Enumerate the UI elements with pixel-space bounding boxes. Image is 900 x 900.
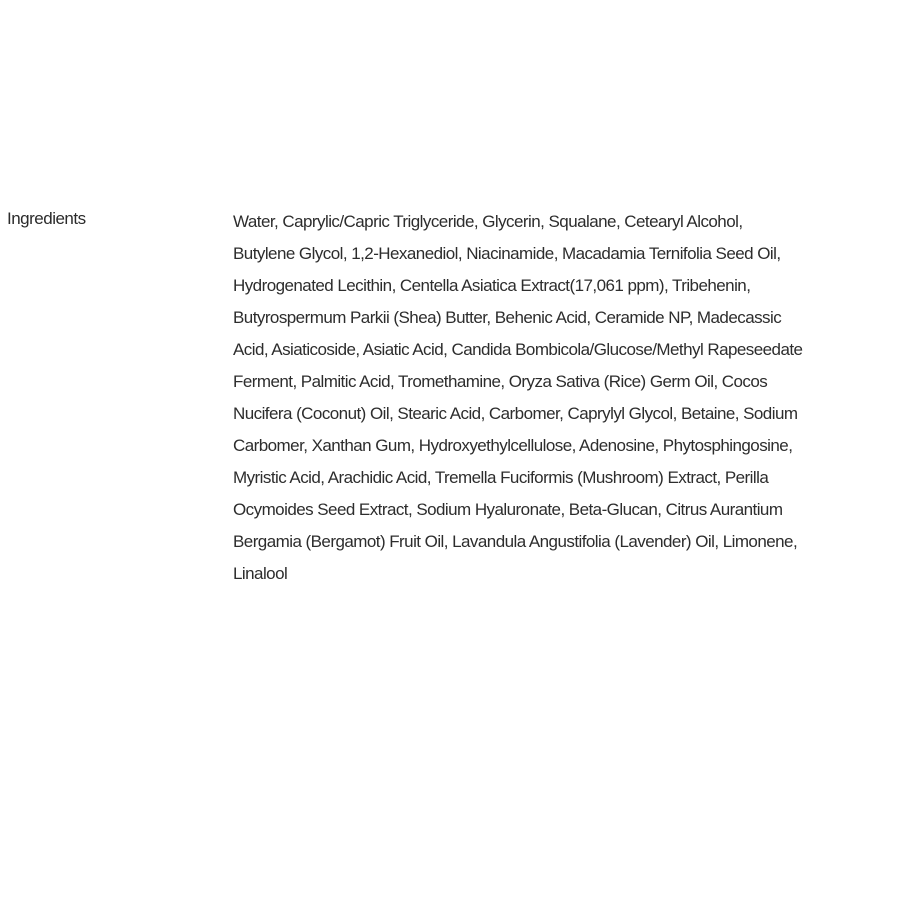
ingredients-line: Nucifera (Coconut) Oil, Stearic Acid, Carbomer, Caprylyl Glycol, Betaine, Sodium — [233, 404, 798, 423]
ingredients-label: Ingredients — [7, 209, 86, 228]
ingredients-line: Butylene Glycol, 1,2-Hexanediol, Niacinamide, Macadamia Ternifolia Seed Oil, — [233, 244, 781, 263]
ingredients-line: Ferment, Palmitic Acid, Tromethamine, Oryza Sativa (Rice) Germ Oil, Cocos — [233, 372, 768, 391]
ingredients-line: Butyrospermum Parkii (Shea) Butter, Behenic Acid, Ceramide NP, Madecassic — [233, 308, 782, 327]
ingredients-line: Linalool — [233, 564, 288, 583]
ingredients-line: Bergamia (Bergamot) Fruit Oil, Lavandula Angustifolia (Lavender) Oil, Limonene, — [233, 532, 798, 551]
ingredients-line: Acid, Asiaticoside, Asiatic Acid, Candida Bombicola/Glucose/Methyl Rapeseedate — [233, 340, 803, 359]
ingredients-line: Ocymoides Seed Extract, Sodium Hyaluronate, Beta-Glucan, Citrus Aurantium — [233, 500, 783, 519]
ingredients-line: Myristic Acid, Arachidic Acid, Tremella Fuciformis (Mushroom) Extract, Perilla — [233, 468, 769, 487]
ingredients-line: Water, Caprylic/Capric Triglyceride, Glycerin, Squalane, Cetearyl Alcohol, — [233, 212, 743, 231]
ingredients-line: Carbomer, Xanthan Gum, Hydroxyethylcellulose, Adenosine, Phytosphingosine, — [233, 436, 793, 455]
ingredients-line: Hydrogenated Lecithin, Centella Asiatica Extract(17,061 ppm), Tribehenin, — [233, 276, 751, 295]
ingredients-list — [233, 206, 873, 590]
